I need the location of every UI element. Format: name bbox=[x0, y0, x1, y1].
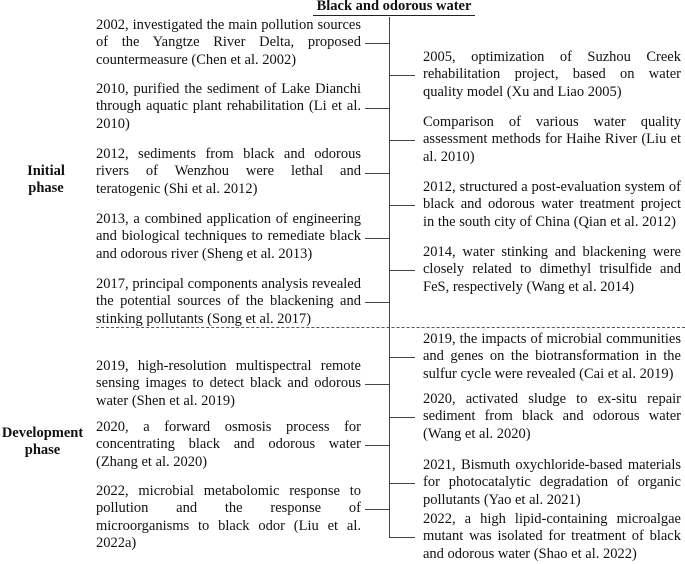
branch-connector bbox=[390, 537, 415, 538]
timeline-entry: 2022, a high lipid-containing microalgae mutant was isolated for treatment of black and odorous water (Shao et al. 2022) bbox=[423, 511, 681, 562]
branch-connector bbox=[390, 205, 415, 206]
branch-connector bbox=[390, 140, 415, 141]
timeline-axis bbox=[389, 17, 390, 538]
branch-connector bbox=[365, 173, 389, 174]
timeline-entry: 2020, activated sludge to ex-situ repair sediment from black and odorous water (Wang et al. 2020) bbox=[423, 391, 681, 442]
phase-label-initial: Initial phase bbox=[27, 163, 65, 197]
branch-connector bbox=[365, 445, 389, 446]
timeline-entry: 2020, a forward osmosis process for concentrating black and odorous water (Zhang et al. 2020) bbox=[96, 419, 361, 470]
timeline-entry: 2021, Bismuth oxychloride-based materials for photocatalytic degradation of organic pollutants (Yao et al. 2021) bbox=[423, 457, 681, 508]
timeline-entry: 2019, high-resolution multispectral remote sensing images to detect black and odorous water (Shen et al. 2019) bbox=[96, 358, 361, 409]
timeline-entry: 2010, purified the sediment of Lake Dianchi through aquatic plant rehabilitation (Li et al. 2010) bbox=[96, 81, 361, 132]
timeline-entry: 2017, principal components analysis revealed the potential sources of the blackening and stinking pollutants (Song et al. 2017) bbox=[96, 276, 361, 327]
timeline-entry: 2022, microbial metabolomic response to pollution and the response of microorganisms to black odor (Liu et al. 2022a) bbox=[96, 483, 361, 551]
branch-connector bbox=[365, 509, 389, 510]
phase-label-development: Development phase bbox=[1, 425, 84, 459]
branch-connector bbox=[390, 483, 415, 484]
branch-connector bbox=[390, 357, 415, 358]
timeline-entry: Comparison of various water quality assessment methods for Haihe River (Liu et al. 2010) bbox=[423, 114, 681, 165]
timeline-entry: 2005, optimization of Suzhou Creek rehabilitation project, based on water quality model (Xu and Liao 2005) bbox=[423, 49, 681, 100]
branch-connector bbox=[365, 43, 389, 44]
branch-connector bbox=[365, 302, 389, 303]
branch-connector bbox=[390, 75, 415, 76]
diagram-title: Black and odorous water bbox=[313, 0, 475, 16]
branch-connector bbox=[390, 417, 415, 418]
timeline-entry: 2002, investigated the main pollution sources of the Yangtze River Delta, proposed countermeasure (Chen et al. 2002) bbox=[96, 17, 361, 68]
branch-connector bbox=[365, 108, 389, 109]
timeline-entry: 2013, a combined application of engineering and biological techniques to remediate black and odorous river (Sheng et al. 2013) bbox=[96, 211, 361, 262]
branch-connector bbox=[390, 270, 415, 271]
timeline-entry: 2014, water stinking and blackening were closely related to dimethyl trisulfide and FeS, respectively (Wang et al. 2014) bbox=[423, 244, 681, 295]
timeline-entry: 2019, the impacts of microbial communities and genes on the biotransformation in the sulfur cycle were revealed (Cai et al. 2019) bbox=[423, 331, 681, 382]
timeline-entry: 2012, structured a post-evaluation system of black and odorous water treatment project in the south city of China (Qian et al. 2012) bbox=[423, 179, 681, 230]
branch-connector bbox=[365, 384, 389, 385]
branch-connector bbox=[365, 238, 389, 239]
timeline-entry: 2012, sediments from black and odorous rivers of Wenzhou were lethal and teratogenic (Shi et al. 2012) bbox=[96, 146, 361, 197]
